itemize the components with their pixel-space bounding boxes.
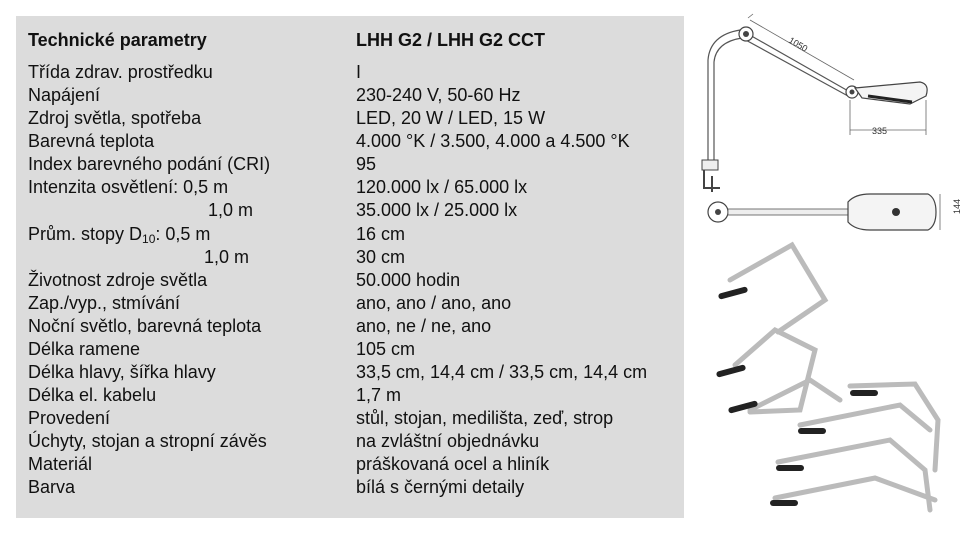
- spec-row: [16, 199, 684, 222]
- spec-row: [16, 338, 684, 361]
- spec-label: 1,0 m: [208, 200, 254, 220]
- spec-value: 35.000 lx / 25.000 lx: [356, 200, 518, 220]
- spec-value: LED, 20 W / LED, 15 W: [356, 108, 546, 128]
- spec-value: na zvláštní objednávku: [356, 431, 540, 451]
- spec-label: Životnost zdroje světla: [28, 270, 208, 290]
- spec-label: Úchyty, stojan a stropní závěs: [28, 431, 267, 451]
- spec-label: Napájení: [28, 85, 101, 105]
- spec-label: Barevná teplota: [28, 131, 155, 151]
- spec-value: 33,5 cm, 14,4 cm / 33,5 cm, 14,4 cm: [356, 362, 648, 382]
- spec-row: [16, 430, 684, 453]
- spec-value: práškovaná ocel a hliník: [356, 454, 550, 474]
- spec-label: Zap./vyp., stmívání: [28, 293, 181, 313]
- spec-header-label: Technické parametry: [28, 30, 207, 50]
- spec-label: 1,0 m: [204, 247, 250, 267]
- spec-value: 50.000 hodin: [356, 270, 461, 290]
- spec-row: [16, 476, 684, 499]
- spec-row: [16, 246, 684, 269]
- spec-row: [16, 176, 684, 199]
- spec-value: 105 cm: [356, 339, 416, 359]
- spec-label-post: : 0,5 m: [155, 224, 211, 244]
- spec-value: ano, ano / ano, ano: [356, 293, 512, 313]
- spec-panel: [16, 16, 684, 518]
- spec-label: Intenzita osvětlení: 0,5 m: [28, 177, 229, 197]
- spec-label: Zdroj světla, spotřeba: [28, 108, 202, 128]
- spec-value: 4.000 °K / 3.500, 4.000 a 4.500 °K: [356, 131, 630, 151]
- spec-label: [28, 223, 210, 248]
- spec-row: [16, 223, 684, 246]
- spec-label: Délka el. kabelu: [28, 385, 157, 405]
- spec-row: [16, 315, 684, 338]
- spec-row: [16, 153, 684, 176]
- spec-value: I: [356, 62, 362, 82]
- dim-width-label: 144: [952, 198, 962, 214]
- spec-label: Materiál: [28, 454, 93, 474]
- spec-value: bílá s černými detaily: [356, 477, 525, 497]
- spec-label: Noční světlo, barevná teplota: [28, 316, 262, 336]
- spec-value: 120.000 lx / 65.000 lx: [356, 177, 528, 197]
- spec-value: 30 cm: [356, 247, 406, 267]
- spec-header-row: [16, 29, 684, 52]
- spec-header-value: LHH G2 / LHH G2 CCT: [356, 30, 546, 50]
- spec-row: [16, 361, 684, 384]
- spec-row: [16, 107, 684, 130]
- spec-value: ano, ne / ne, ano: [356, 316, 492, 336]
- spec-label: Index barevného podání (CRI): [28, 154, 271, 174]
- spec-row: [16, 453, 684, 476]
- spec-value: stůl, stojan, medilišta, zeď, strop: [356, 408, 614, 428]
- spec-row: [16, 407, 684, 430]
- spec-label: Provedení: [28, 408, 111, 428]
- spec-value: 230-240 V, 50-60 Hz: [356, 85, 521, 105]
- spec-label: Délka hlavy, šířka hlavy: [28, 362, 216, 382]
- dim-arm-label: 1050: [787, 35, 810, 54]
- spec-row: [16, 269, 684, 292]
- spec-row: [16, 84, 684, 107]
- spec-value: 16 cm: [356, 224, 406, 244]
- lamp-photo-group-left: [730, 245, 840, 412]
- dim-head-label: 335: [872, 126, 888, 136]
- lamp-dimension-drawing: [690, 0, 965, 533]
- spec-label-pre: Prům. stopy D: [28, 224, 143, 244]
- spec-label: Barva: [28, 477, 76, 497]
- spec-row: [16, 292, 684, 315]
- product-illustrations: [690, 0, 965, 533]
- spec-row: [16, 384, 684, 407]
- spec-label-sub: 10: [142, 232, 156, 246]
- spec-value: 1,7 m: [356, 385, 402, 405]
- spec-value: 95: [356, 154, 377, 174]
- spec-label: Délka ramene: [28, 339, 141, 359]
- spec-row: [16, 130, 684, 153]
- spec-row: [16, 61, 684, 84]
- spec-label: Třída zdrav. prostředku: [28, 62, 213, 82]
